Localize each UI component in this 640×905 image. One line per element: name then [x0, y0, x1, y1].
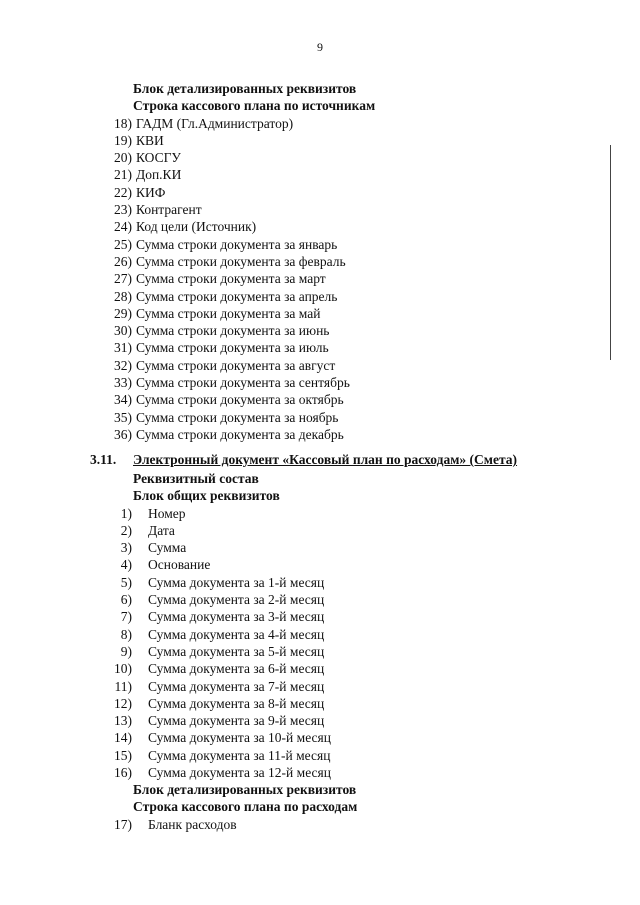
list-item	[0, 816, 640, 833]
item-number: 12)	[114, 695, 132, 711]
item-number: 20)	[114, 150, 132, 166]
list-item	[0, 357, 640, 374]
list-item	[0, 574, 640, 591]
item-number: 35)	[114, 409, 132, 425]
list-item	[0, 391, 640, 408]
item-text: Сумма документа за 8-й месяц	[148, 695, 325, 711]
item-number: 23)	[114, 202, 132, 218]
item-text: Сумма документа за 11-й месяц	[148, 747, 331, 763]
item-number: 33)	[114, 375, 132, 391]
list-item	[0, 729, 640, 746]
item-number: 16)	[114, 765, 132, 781]
item-number: 25)	[114, 236, 132, 252]
item-text: Сумма строки документа за февраль	[136, 253, 346, 269]
list-item	[0, 339, 640, 356]
block-heading: Блок детализированных реквизитов	[133, 782, 357, 797]
item-text: Сумма	[148, 540, 187, 556]
item-text: Сумма строки документа за ноябрь	[136, 409, 339, 425]
item-number: 7)	[120, 609, 132, 625]
list-item	[0, 305, 640, 322]
block-detailed-requisites-expenses	[0, 781, 640, 833]
item-number: 5)	[120, 574, 132, 590]
section-title: Электронный документ «Кассовый план по расходам» (Смета)	[133, 452, 518, 467]
list-item	[0, 115, 640, 132]
block-general-requisites	[0, 470, 640, 781]
list-item	[0, 218, 640, 235]
item-number: 15)	[114, 747, 132, 763]
item-text: Сумма документа за 1-й месяц	[148, 574, 325, 590]
requisite-list	[0, 816, 640, 833]
item-number: 36)	[114, 426, 132, 442]
item-number: 1)	[120, 505, 132, 521]
item-text: Номер	[148, 505, 186, 521]
item-text: Сумма строки документа за июнь	[136, 323, 330, 339]
item-text: Сумма документа за 3-й месяц	[148, 609, 325, 625]
item-number: 31)	[114, 340, 132, 356]
item-number: 24)	[114, 219, 132, 235]
item-number: 3)	[120, 540, 132, 556]
item-number: 28)	[114, 288, 132, 304]
item-number: 4)	[120, 557, 132, 573]
list-item	[0, 166, 640, 183]
item-text: Сумма документа за 10-й месяц	[148, 730, 331, 746]
list-item	[0, 539, 640, 556]
list-item	[0, 236, 640, 253]
item-text: Сумма документа за 12-й месяц	[148, 765, 331, 781]
block-detailed-requisites-sources	[0, 80, 640, 443]
list-item	[0, 556, 640, 573]
item-text: Сумма документа за 9-й месяц	[148, 713, 325, 729]
list-item	[0, 643, 640, 660]
item-text: КОСГУ	[136, 150, 181, 166]
item-number: 21)	[114, 167, 132, 183]
item-text: Сумма строки документа за апрель	[136, 288, 338, 304]
item-number: 10)	[114, 661, 132, 677]
list-item	[0, 201, 640, 218]
block-subheading: Строка кассового плана по расходам	[133, 799, 358, 815]
list-item	[0, 322, 640, 339]
item-text: Дата	[148, 522, 175, 538]
item-number: 8)	[120, 626, 132, 642]
item-text: Код цели (Источник)	[136, 219, 257, 235]
list-item	[0, 184, 640, 201]
item-number: 30)	[114, 323, 132, 339]
section-number: 3.11.	[90, 452, 117, 467]
block-subheading: Блок общих реквизитов	[133, 488, 280, 504]
item-number: 34)	[114, 392, 132, 408]
list-item	[0, 270, 640, 287]
list-item	[0, 764, 640, 781]
item-text: Сумма строки документа за октябрь	[136, 392, 344, 408]
item-text: Сумма документа за 4-й месяц	[148, 626, 325, 642]
list-item	[0, 288, 640, 305]
item-number: 19)	[114, 132, 132, 148]
item-text: Контрагент	[136, 202, 202, 218]
list-item	[0, 695, 640, 712]
item-text: Доп.КИ	[136, 167, 182, 183]
item-text: Сумма строки документа за июль	[136, 340, 329, 356]
list-item	[0, 149, 640, 166]
requisite-list	[0, 505, 640, 782]
list-item	[0, 505, 640, 522]
item-text: Сумма строки документа за декабрь	[136, 426, 344, 442]
list-item	[0, 374, 640, 391]
item-number: 2)	[120, 522, 132, 538]
item-text: Сумма строки документа за март	[136, 271, 326, 287]
item-number: 27)	[114, 271, 132, 287]
block-heading: Реквизитный состав	[133, 471, 259, 486]
item-number: 18)	[114, 115, 132, 131]
item-text: Бланк расходов	[148, 816, 237, 832]
item-number: 11)	[114, 678, 132, 694]
item-text: Сумма документа за 2-й месяц	[148, 592, 325, 608]
list-item	[0, 608, 640, 625]
requisite-list	[0, 115, 640, 444]
section-heading	[0, 452, 640, 470]
list-item	[0, 712, 640, 729]
item-number: 6)	[120, 592, 132, 608]
item-number: 32)	[114, 357, 132, 373]
item-number: 17)	[114, 816, 132, 832]
item-number: 26)	[114, 253, 132, 269]
item-text: Сумма документа за 5-й месяц	[148, 643, 325, 659]
item-text: КИФ	[136, 184, 166, 200]
item-text: Сумма строки документа за август	[136, 357, 336, 373]
list-item	[0, 747, 640, 764]
list-item	[0, 426, 640, 443]
block-subheading: Строка кассового плана по источникам	[133, 98, 376, 114]
item-text: Основание	[148, 557, 211, 573]
list-item	[0, 522, 640, 539]
item-number: 9)	[120, 643, 132, 659]
item-number: 22)	[114, 184, 132, 200]
list-item	[0, 132, 640, 149]
list-item	[0, 678, 640, 695]
item-number: 29)	[114, 305, 132, 321]
item-text: ГАДМ (Гл.Администратор)	[136, 115, 294, 131]
item-text: Сумма документа за 7-й месяц	[148, 678, 325, 694]
block-heading: Блок детализированных реквизитов	[133, 81, 357, 96]
item-text: Сумма документа за 6-й месяц	[148, 661, 325, 677]
list-item	[0, 591, 640, 608]
item-text: КВИ	[136, 132, 164, 148]
list-item	[0, 626, 640, 643]
list-item	[0, 253, 640, 270]
item-text: Сумма строки документа за сентябрь	[136, 375, 350, 391]
item-text: Сумма строки документа за май	[136, 305, 321, 321]
page-number: 9	[317, 40, 323, 54]
item-number: 13)	[114, 713, 132, 729]
item-number: 14)	[114, 730, 132, 746]
item-text: Сумма строки документа за январь	[136, 236, 338, 252]
list-item	[0, 660, 640, 677]
list-item	[0, 409, 640, 426]
